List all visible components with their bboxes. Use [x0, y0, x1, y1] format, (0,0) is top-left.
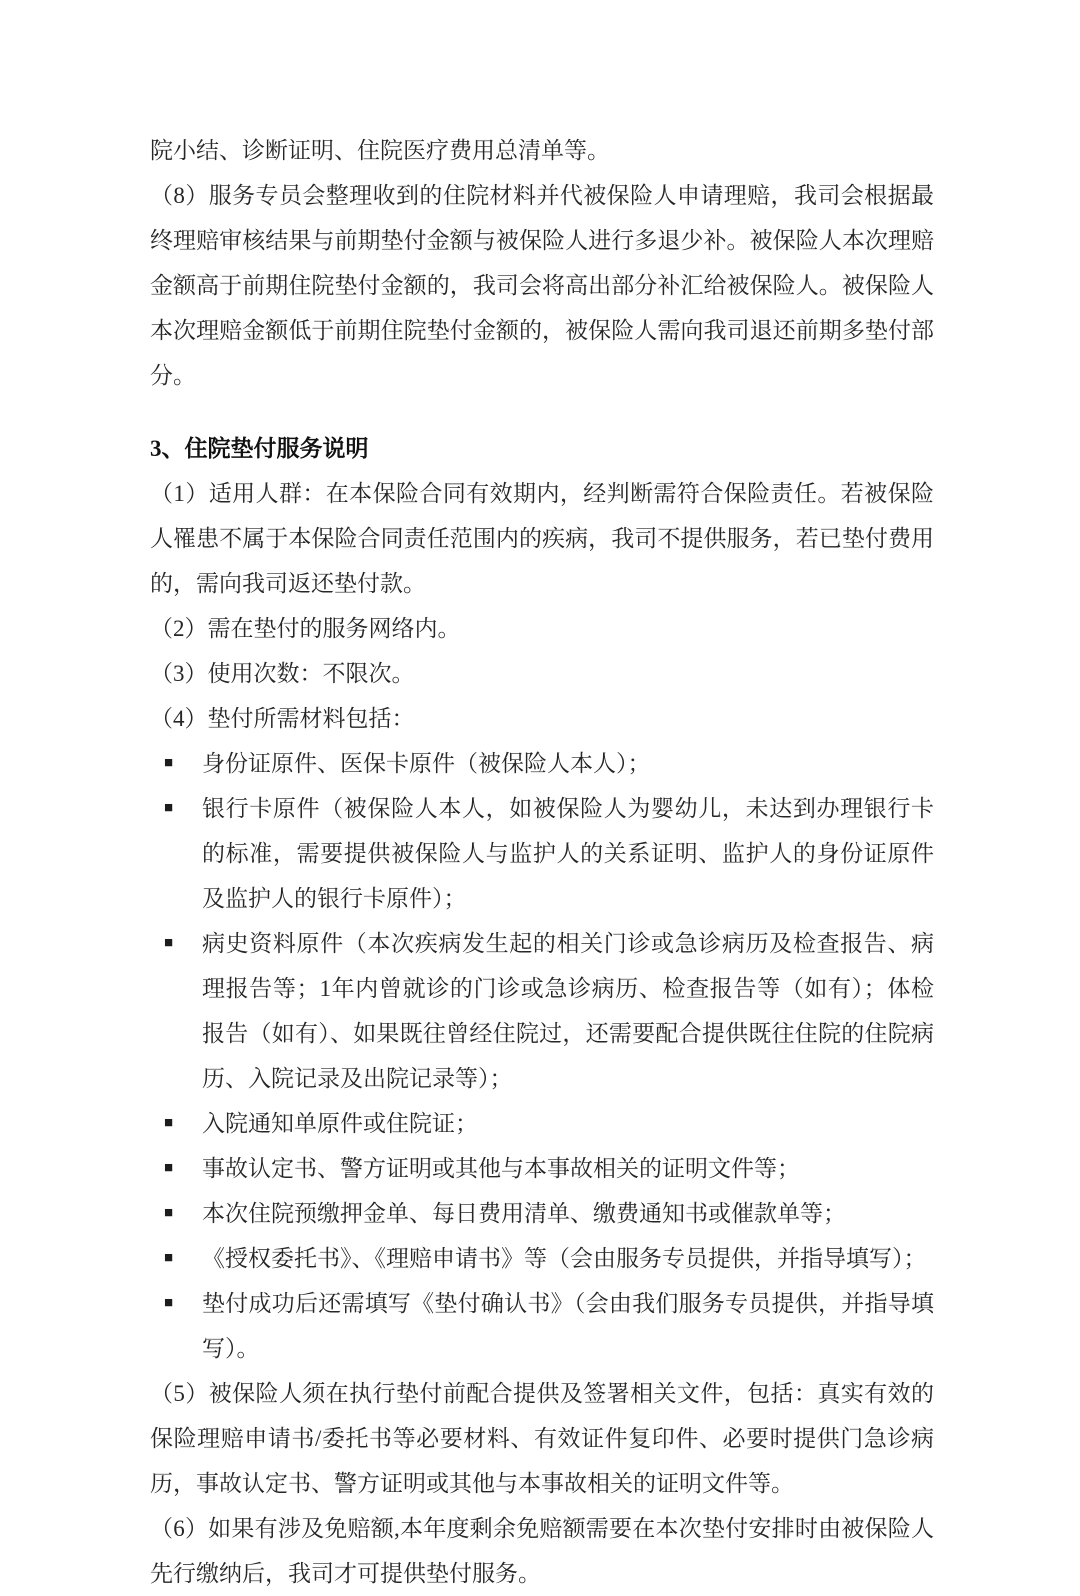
list-item: [150, 1236, 934, 1281]
bullet-square-icon: ■: [164, 755, 174, 771]
clause-8-paragraph: （8）服务专员会整理收到的住院材料并代被保险人申请理赔，我司会根据最终理赔审核结果与前期垫付金额与被保险人进行多退少补。被保险人本次理赔金额高于前期住院垫付金额的，我司会将高出部分补汇给被保险人。被保险人本次理赔金额低于前期住院垫付金额的，被保险人需向我司退还前期多垫付部分。: [150, 183, 934, 388]
bullet-text: 银行卡原件（被保险人本人，如被保险人为婴幼儿，未达到办理银行卡的标准，需要提供被保险人与监护人的关系证明、监护人的身份证原件及监护人的银行卡原件）；: [202, 796, 934, 911]
clause-2-paragraph: （2）需在垫付的服务网络内。: [150, 616, 461, 641]
bullet-text: 病史资料原件（本次疾病发生起的相关门诊或急诊病历及检查报告、病理报告等；1年内曾就诊的门诊或急诊病历、检查报告等（如有）；体检报告（如有）、如果既往曾经住院过，还需要配合提供既往住院的住院病历、入院记录及出院记录等）；: [202, 931, 934, 1091]
bullet-square-icon: ■: [164, 1250, 174, 1266]
bullet-square-icon: ■: [164, 1160, 174, 1176]
list-item: [150, 1146, 934, 1191]
bullet-text: 入院通知单原件或住院证；: [202, 1111, 478, 1136]
list-item: [150, 741, 934, 786]
clause-3-paragraph: （3）使用次数：不限次。: [150, 661, 415, 686]
bullet-square-icon: ■: [164, 935, 174, 951]
list-item: [150, 921, 934, 1101]
bullet-text: 身份证原件、医保卡原件（被保险人本人）；: [202, 751, 651, 776]
clause-1-paragraph: （1）适用人群：在本保险合同有效期内，经判断需符合保险责任。若被保险人罹患不属于本保险合同责任范围内的疾病，我司不提供服务，若已垫付费用的，需向我司返还垫付款。: [150, 481, 934, 596]
clause-5-paragraph: （5）被保险人须在执行垫付前配合提供及签署相关文件，包括：真实有效的保险理赔申请书/委托书等必要材料、有效证件复印件、必要时提供门急诊病历，事故认定书、警方证明或其他与本事故相关的证明文件等。: [150, 1381, 934, 1496]
bullet-text: 垫付成功后还需填写《垫付确认书》（会由我们服务专员提供，并指导填写）。: [202, 1291, 934, 1361]
bullet-square-icon: ■: [164, 800, 174, 816]
paragraph-continuation: 院小结、诊断证明、住院医疗费用总清单等。: [150, 138, 610, 163]
materials-bullet-list: [150, 741, 934, 1371]
bullet-text: 本次住院预缴押金单、每日费用清单、缴费通知书或催款单等；: [202, 1201, 846, 1226]
bullet-text: 事故认定书、警方证明或其他与本事故相关的证明文件等；: [202, 1156, 800, 1181]
bullet-square-icon: ■: [164, 1295, 174, 1311]
clause-4-paragraph: （4）垫付所需材料包括：: [150, 706, 415, 731]
clause-6-paragraph: （6）如果有涉及免赔额,本年度剩余免赔额需要在本次垫付安排时由被保险人先行缴纳后，我司才可提供垫付服务。: [150, 1516, 934, 1586]
bullet-square-icon: ■: [164, 1205, 174, 1221]
bullet-square-icon: ■: [164, 1115, 174, 1131]
bullet-text: 《授权委托书》、《理赔申请书》等（会由服务专员提供，并指导填写）；: [202, 1246, 927, 1271]
list-item: [150, 786, 934, 921]
section-heading: 3、住院垫付服务说明: [150, 436, 369, 461]
list-item: [150, 1281, 934, 1371]
list-item: [150, 1191, 934, 1236]
list-item: [150, 1101, 934, 1146]
